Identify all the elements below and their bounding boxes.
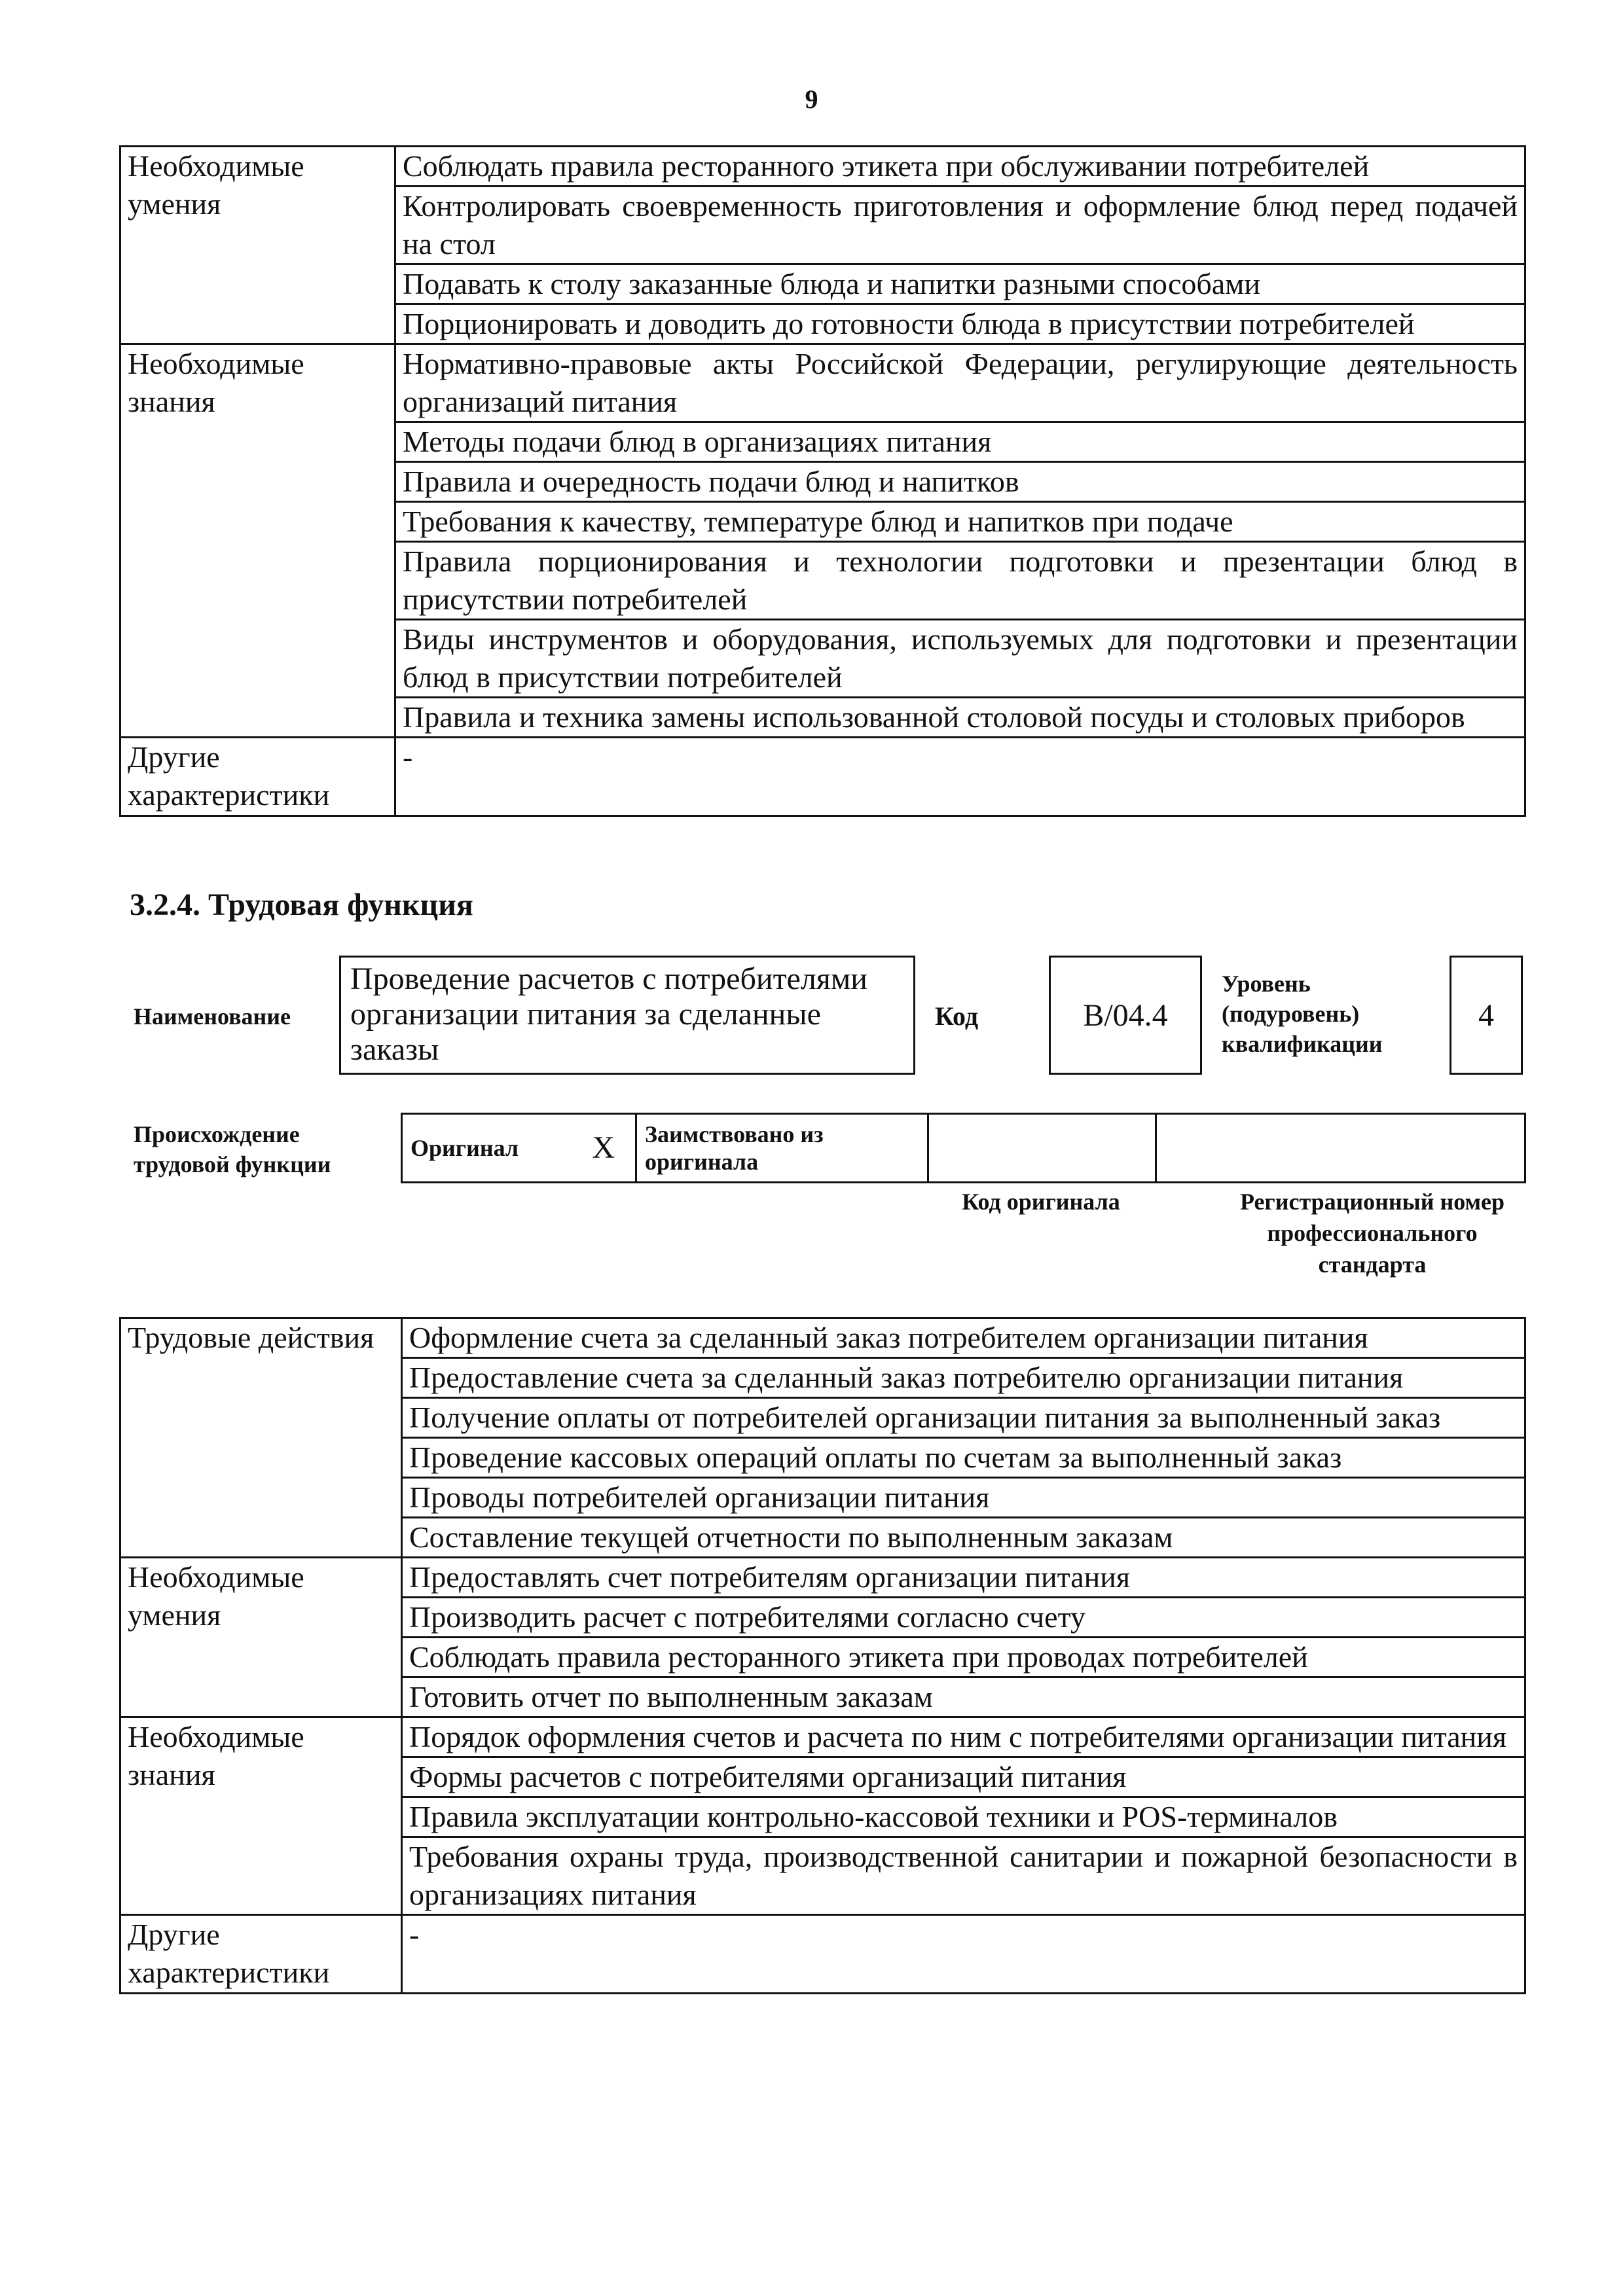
row-label: Другие характеристики	[120, 738, 395, 816]
row-label: Трудовые действия	[120, 1318, 402, 1558]
code-label: Код	[935, 1001, 979, 1031]
table-cell: Предоставление счета за сделанный заказ потребителю организации питания	[402, 1358, 1525, 1398]
table-row	[120, 1915, 1525, 1994]
skills-knowledge-table-2	[119, 1317, 1526, 1994]
reg-number-label: Регистрационный номер профессионального стандарта	[1239, 1189, 1505, 1278]
table-cell: Требования к качеству, температуре блюд и напитков при подаче	[395, 502, 1525, 542]
table-row	[120, 344, 1525, 422]
level-label: Уровень (подуровень) квалификации	[1222, 971, 1383, 1057]
table-row	[120, 738, 1525, 816]
table-row	[120, 1558, 1525, 1598]
table-cell: Предоставлять счет потребителям организации питания	[402, 1558, 1525, 1598]
function-name-box: Проведение расчетов с потребителями организации питания за сделанные заказы	[339, 956, 915, 1075]
table-cell: Порядок оформления счетов и расчета по ним с потребителями организации питания	[402, 1717, 1525, 1757]
function-code-box: B/04.4	[1049, 956, 1202, 1075]
table-cell: Подавать к столу заказанные блюда и напитки разными способами	[395, 264, 1525, 304]
table-cell: Правила и техника замены использованной столовой посуды и столовых приборов	[395, 698, 1525, 738]
level-box: 4	[1450, 956, 1523, 1075]
table-cell: Проведение кассовых операций оплаты по счетам за выполненный заказ	[402, 1438, 1525, 1478]
table-cell: -	[395, 738, 1525, 816]
table-cell: Правила эксплуатации контрольно-кассовой техники и POS-терминалов	[402, 1797, 1525, 1837]
table-cell: Правила порционирования и технологии подготовки и презентации блюд в присутствии потребителей	[395, 542, 1525, 620]
origin-original: Оригинал	[402, 1114, 572, 1183]
table-cell: Соблюдать правила ресторанного этикета при обслуживании потребителей	[395, 147, 1525, 187]
origin-label: Происхождение трудовой функции	[134, 1121, 331, 1177]
table-cell: Нормативно-правовые акты Российской Федерации, регулирующие деятельность организаций питания	[395, 344, 1525, 422]
origin-mark: X	[572, 1114, 636, 1183]
table-cell: Оформление счета за сделанный заказ потребителем организации питания	[402, 1318, 1525, 1358]
table-row	[120, 1717, 1525, 1757]
table-cell: Формы расчетов с потребителями организаций питания	[402, 1757, 1525, 1797]
row-label: Необходимые знания	[120, 1717, 402, 1915]
origin-table	[401, 1113, 1526, 1183]
reg-number-cell	[1156, 1114, 1525, 1183]
table-cell: Производить расчет с потребителями согласно счету	[402, 1598, 1525, 1638]
table-cell: Соблюдать правила ресторанного этикета при проводах потребителей	[402, 1638, 1525, 1677]
code-original-label: Код оригинала	[962, 1189, 1120, 1215]
table-row	[120, 1318, 1525, 1358]
table-cell: Виды инструментов и оборудования, используемых для подготовки и презентации блюд в присутствии потребителей	[395, 620, 1525, 698]
name-label: Наименование	[134, 1003, 291, 1030]
table-cell: Требования охраны труда, производственной санитарии и пожарной безопасности в организациях питания	[402, 1837, 1525, 1915]
table-cell: Контролировать своевременность приготовления и оформление блюд перед подачей на стол	[395, 187, 1525, 264]
table-cell: Порционировать и доводить до готовности блюда в присутствии потребителей	[395, 304, 1525, 344]
table-cell: Проводы потребителей организации питания	[402, 1478, 1525, 1518]
table-cell: Методы подачи блюд в организациях питания	[395, 422, 1525, 462]
table-row	[402, 1114, 1525, 1183]
row-label: Необходимые знания	[120, 344, 395, 738]
origin-borrowed: Заимствовано из оригинала	[636, 1114, 928, 1183]
table-cell: Готовить отчет по выполненным заказам	[402, 1677, 1525, 1717]
table-row	[120, 147, 1525, 187]
section-heading: 3.2.4. Трудовая функция	[130, 888, 473, 922]
page-number: 9	[805, 84, 818, 114]
table-cell: -	[402, 1915, 1525, 1994]
row-label: Необходимые умения	[120, 147, 395, 344]
table-cell: Правила и очередность подачи блюд и напитков	[395, 462, 1525, 502]
code-original-cell	[928, 1114, 1156, 1183]
table-cell: Получение оплаты от потребителей организации питания за выполненный заказ	[402, 1398, 1525, 1438]
skills-knowledge-table-1	[119, 145, 1526, 817]
row-label: Необходимые умения	[120, 1558, 402, 1717]
table-cell: Составление текущей отчетности по выполненным заказам	[402, 1518, 1525, 1558]
row-label: Другие характеристики	[120, 1915, 402, 1994]
